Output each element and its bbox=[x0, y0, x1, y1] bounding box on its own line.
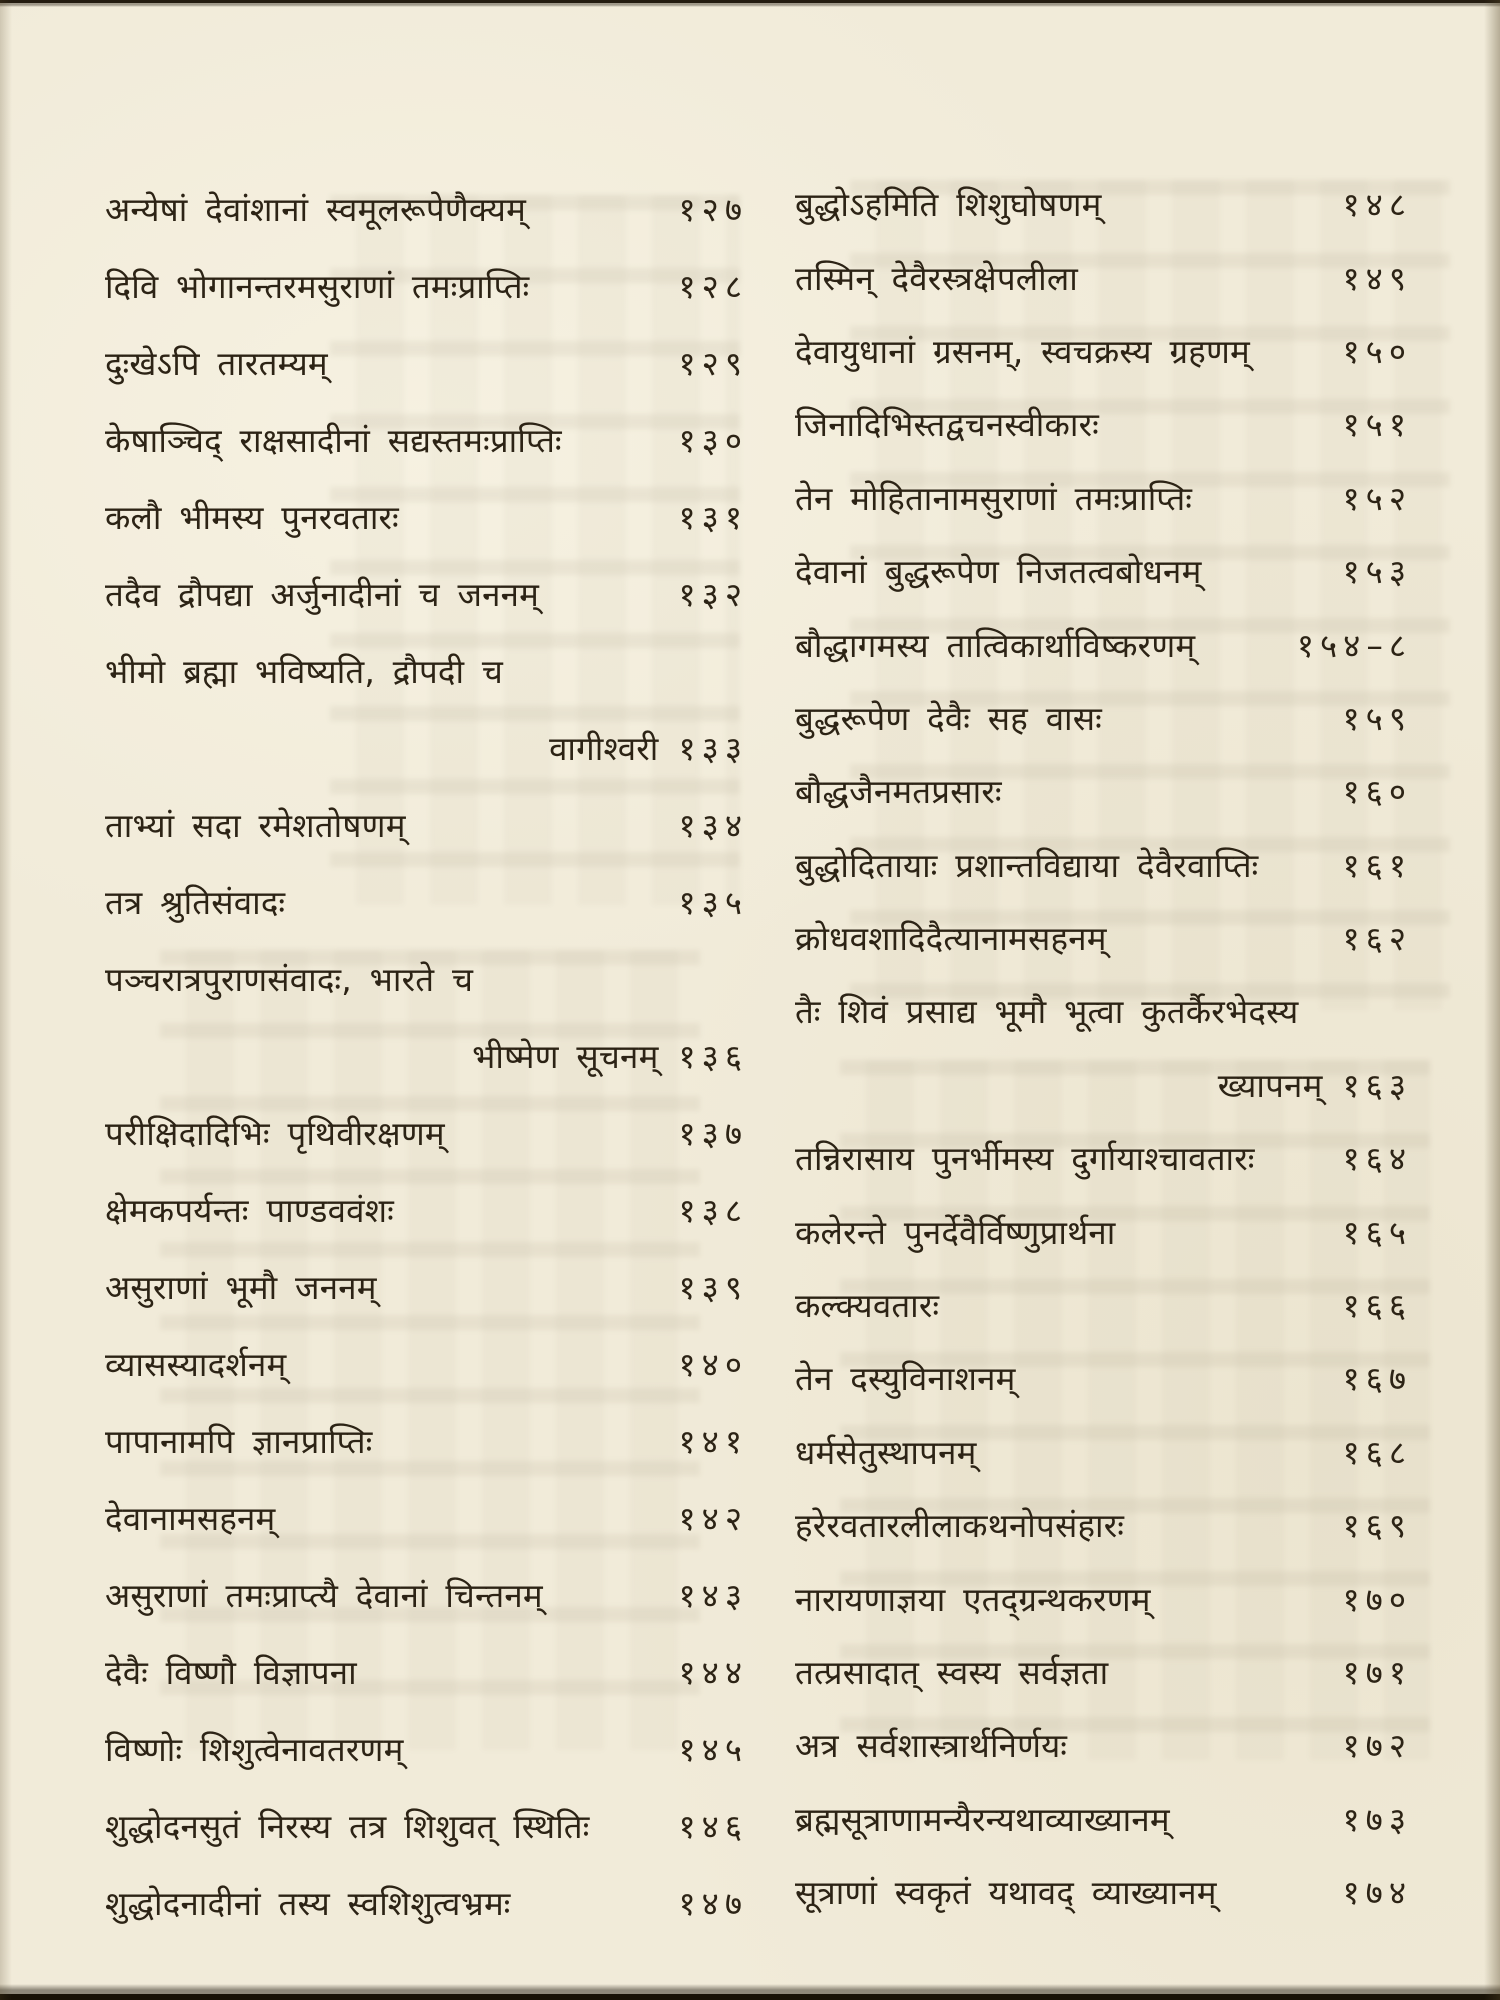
toc-entry-title: नारायणाज्ञया एतद्ग्रन्थकरणम् bbox=[795, 1579, 1151, 1619]
toc-entry-title: तेन दस्युविनाशनम् bbox=[795, 1359, 1016, 1399]
toc-entry-page-number: १५३ bbox=[1342, 552, 1412, 592]
toc-entry bbox=[795, 1268, 1412, 1341]
toc-entry bbox=[795, 1708, 1412, 1781]
toc-entry-page-number: १३९ bbox=[678, 1268, 748, 1307]
toc-entry-page-number: १५४–८ bbox=[1296, 625, 1412, 665]
toc-entry bbox=[105, 863, 748, 940]
toc-entry-page-number: १४४ bbox=[678, 1653, 748, 1692]
toc-entry-page-number: १५९ bbox=[1342, 698, 1412, 738]
toc-entry-page-number: १२९ bbox=[678, 344, 748, 383]
toc-entry-page-number: १७१ bbox=[1342, 1653, 1412, 1692]
toc-entry-title: देवानां बुद्धरूपेण निजतत्वबोधनम् bbox=[795, 552, 1202, 592]
toc-entry bbox=[105, 401, 748, 478]
toc-entry-title: तेन मोहितानामसुराणां तमःप्राप्तिः bbox=[795, 478, 1193, 518]
toc-entry-title: कल्क्यवतारः bbox=[795, 1286, 940, 1326]
toc-entry-title: शुद्धोदनसुतं निरस्य तत्र शिशुवत् स्थितिः bbox=[105, 1807, 590, 1846]
toc-entry-title: अत्र सर्वशास्त्रार्थनिर्णयः bbox=[795, 1726, 1068, 1766]
toc-entry-page-number: १४२ bbox=[678, 1499, 748, 1538]
toc-entry-title: तदैव द्रौपद्या अर्जुनादीनां च जननम् bbox=[105, 575, 540, 614]
toc-entry bbox=[795, 681, 1412, 754]
toc-entry-page-number: १६४ bbox=[1342, 1139, 1412, 1179]
toc-entry-page-number: १३७ bbox=[678, 1114, 748, 1153]
toc-entry bbox=[795, 1561, 1412, 1634]
toc-entry-page-number: १२८ bbox=[678, 267, 748, 306]
toc-entry-title: परीक्षिदादिभिः पृथिवीरक्षणम् bbox=[105, 1114, 445, 1153]
toc-entry-title: हरेरवतारलीलाकथनोपसंहारः bbox=[795, 1506, 1125, 1546]
toc-entry-title: पापानामपि ज्ञानप्राप्तिः bbox=[105, 1422, 373, 1461]
toc-entry bbox=[105, 1787, 748, 1864]
toc-entry-title: क्रोधवशादिदैत्यानामसहनम् bbox=[795, 919, 1107, 959]
toc-entry bbox=[795, 1341, 1412, 1414]
toc-entry bbox=[105, 1325, 748, 1402]
toc-entry-title: तन्निरासाय पुनर्भीमस्य दुर्गायाश्चावतारः bbox=[795, 1139, 1255, 1179]
toc-entry bbox=[795, 387, 1412, 460]
toc-entry-title: सूत्राणां स्वकृतं यथावद् व्याख्यानम् bbox=[795, 1873, 1217, 1913]
toc-entry-page-number: १३६ bbox=[678, 1037, 748, 1076]
toc-entry-page-number: १६९ bbox=[1342, 1506, 1412, 1546]
toc-entry-line-2 bbox=[105, 709, 748, 786]
toc-entry-two-line bbox=[105, 632, 748, 786]
toc-entry bbox=[105, 1248, 748, 1325]
toc-entry bbox=[105, 247, 748, 324]
toc-right-column bbox=[795, 167, 1412, 1928]
toc-entry-line-2 bbox=[795, 1048, 1412, 1121]
toc-entry-page-number: १३० bbox=[678, 421, 748, 460]
toc-entry-title: बौद्धजैनमतप्रसारः bbox=[795, 772, 1002, 812]
scan-edge-shadow-top bbox=[0, 0, 1500, 7]
toc-entry bbox=[795, 607, 1412, 680]
toc-entry-title: असुराणां भूमौ जननम् bbox=[105, 1268, 377, 1307]
toc-entry bbox=[795, 314, 1412, 387]
toc-entry-title: बौद्धागमस्य तात्विकार्थाविष्करणम् bbox=[795, 625, 1196, 665]
toc-entry bbox=[105, 1864, 748, 1941]
toc-entry-page-number: १४७ bbox=[678, 1884, 748, 1923]
toc-entry-title: दिवि भोगानन्तरमसुराणां तमःप्राप्तिः bbox=[105, 267, 530, 306]
toc-entry bbox=[105, 1402, 748, 1479]
toc-entry-continuation: ख्यापनम् bbox=[1217, 1065, 1323, 1105]
toc-entry bbox=[795, 240, 1412, 313]
toc-entry-title: देवैः विष्णौ विज्ञापना bbox=[105, 1653, 357, 1692]
toc-entry bbox=[795, 461, 1412, 534]
toc-entry-page-number: १४३ bbox=[678, 1576, 748, 1615]
toc-entry-page-number: १७० bbox=[1342, 1579, 1412, 1619]
toc-entry-page-number: १५० bbox=[1342, 331, 1412, 371]
toc-entry-title: व्यासस्यादर्शनम् bbox=[105, 1345, 287, 1384]
toc-entry bbox=[795, 1782, 1412, 1855]
toc-entry-page-number: १६८ bbox=[1342, 1432, 1412, 1472]
toc-entry-page-number: १३८ bbox=[678, 1191, 748, 1230]
toc-left-column bbox=[105, 170, 748, 1941]
toc-entry-title: तत्प्रसादात् स्वस्य सर्वज्ञता bbox=[795, 1653, 1109, 1692]
toc-entry-title: असुराणां तमःप्राप्त्यै देवानां चिन्तनम् bbox=[105, 1576, 543, 1615]
toc-entry bbox=[795, 1635, 1412, 1708]
toc-entry-line-2 bbox=[105, 1017, 748, 1094]
toc-entry-two-line bbox=[795, 974, 1412, 1121]
toc-entry-page-number: १४१ bbox=[678, 1422, 748, 1461]
toc-entry bbox=[105, 324, 748, 401]
toc-entry-title: बुद्धोऽहमिति शिशुघोषणम् bbox=[795, 185, 1102, 225]
toc-entry-title: बुद्धरूपेण देवैः सह वासः bbox=[795, 698, 1102, 738]
toc-entry bbox=[105, 1556, 748, 1633]
toc-entry-page-number: १३२ bbox=[678, 575, 748, 614]
toc-entry-line-1 bbox=[105, 632, 748, 709]
scan-edge-shadow-right bbox=[1484, 0, 1500, 2000]
toc-entry-title: कलेरन्ते पुनर्देवैर्विष्णुप्रार्थना bbox=[795, 1212, 1116, 1252]
toc-entry-page-number: १३४ bbox=[678, 806, 748, 845]
toc-entry-title: अन्येषां देवांशानां स्वमूलरूपेणैक्यम् bbox=[105, 190, 527, 229]
toc-entry-title: देवानामसहनम् bbox=[105, 1499, 276, 1538]
toc-entry bbox=[795, 1488, 1412, 1561]
toc-entry-page-number: १४८ bbox=[1342, 185, 1412, 225]
toc-entry bbox=[795, 754, 1412, 827]
toc-entry-page-number: १६१ bbox=[1342, 845, 1412, 885]
toc-entry-title: बुद्धोदितायाः प्रशान्तविद्याया देवैरवाप्तिः bbox=[795, 845, 1259, 885]
toc-entry-title: तैः शिवं प्रसाद्य भूमौ भूत्वा कुतर्कैरभेदस्य bbox=[795, 992, 1299, 1032]
toc-entry-title: ब्रह्मसूत्राणामन्यैरन्यथाव्याख्यानम् bbox=[795, 1799, 1170, 1839]
toc-entry-title: केषाञ्चिद् राक्षसादीनां सद्यस्तमःप्राप्तिः bbox=[105, 421, 562, 460]
toc-entry-page-number: १४६ bbox=[678, 1807, 748, 1846]
toc-entry bbox=[105, 1633, 748, 1710]
toc-entry-title: शुद्धोदनादीनां तस्य स्वशिशुत्वभ्रमः bbox=[105, 1884, 511, 1923]
toc-entry-page-number: १४९ bbox=[1342, 258, 1412, 298]
toc-entry bbox=[795, 1194, 1412, 1267]
toc-entry-page-number: १२७ bbox=[678, 190, 748, 229]
toc-entry-title: देवायुधानां ग्रसनम्, स्वचक्रस्य ग्रहणम् bbox=[795, 331, 1250, 371]
toc-entry-title: विष्णोः शिशुत्वेनावतरणम् bbox=[105, 1730, 404, 1769]
toc-entry-title: ताभ्यां सदा रमेशतोषणम् bbox=[105, 806, 406, 845]
toc-entry-page-number: १३१ bbox=[678, 498, 748, 537]
toc-entry-title: पञ्चरात्रपुराणसंवादः, भारते च bbox=[105, 960, 474, 999]
toc-entry bbox=[795, 1415, 1412, 1488]
toc-entry-page-number: १७४ bbox=[1342, 1873, 1412, 1913]
toc-entry-two-line bbox=[105, 940, 748, 1094]
toc-entry bbox=[105, 478, 748, 555]
toc-entry-title: कलौ भीमस्य पुनरवतारः bbox=[105, 498, 399, 537]
toc-entry-title: भीमो ब्रह्मा भविष्यति, द्रौपदी च bbox=[105, 652, 504, 691]
toc-entry bbox=[105, 1479, 748, 1556]
toc-entry bbox=[795, 828, 1412, 901]
toc-entry-page-number: १६६ bbox=[1342, 1286, 1412, 1326]
toc-entry-page-number: १७२ bbox=[1342, 1726, 1412, 1766]
toc-entry-page-number: १५१ bbox=[1342, 405, 1412, 445]
toc-entry-page-number: १७३ bbox=[1342, 1799, 1412, 1839]
toc-entry-page-number: १६७ bbox=[1342, 1359, 1412, 1399]
toc-entry-page-number: १६३ bbox=[1342, 1065, 1412, 1105]
toc-entry bbox=[105, 1171, 748, 1248]
toc-entry-page-number: १६५ bbox=[1342, 1212, 1412, 1252]
toc-entry-title: दुःखेऽपि तारतम्यम् bbox=[105, 344, 328, 383]
toc-entry-page-number: १३३ bbox=[678, 729, 748, 768]
scan-edge-shadow-bottom bbox=[0, 1984, 1500, 2000]
toc-entry bbox=[105, 786, 748, 863]
toc-entry-page-number: १६२ bbox=[1342, 919, 1412, 959]
toc-entry-page-number: १६० bbox=[1342, 772, 1412, 812]
toc-entry-page-number: १३५ bbox=[678, 883, 748, 922]
toc-entry bbox=[105, 1094, 748, 1171]
toc-entry bbox=[795, 901, 1412, 974]
toc-entry bbox=[795, 534, 1412, 607]
scan-edge-shadow-left bbox=[0, 0, 12, 2000]
toc-entry-line-1 bbox=[795, 974, 1412, 1047]
toc-entry bbox=[105, 555, 748, 632]
toc-entry bbox=[105, 170, 748, 247]
toc-entry bbox=[795, 167, 1412, 240]
toc-entry-continuation: वागीश्वरी bbox=[549, 729, 659, 768]
toc-entry-title: जिनादिभिस्तद्वचनस्वीकारः bbox=[795, 405, 1099, 445]
toc-entry bbox=[105, 1710, 748, 1787]
toc-entry-title: तस्मिन् देवैरस्त्रक्षेपलीला bbox=[795, 258, 1079, 298]
toc-entry-title: धर्मसेतुस्थापनम् bbox=[795, 1432, 977, 1472]
toc-entry bbox=[795, 1121, 1412, 1194]
toc-entry-page-number: १४० bbox=[678, 1345, 748, 1384]
toc-entry-line-1 bbox=[105, 940, 748, 1017]
toc-entry-page-number: १४५ bbox=[678, 1730, 748, 1769]
toc-entry-title: तत्र श्रुतिसंवादः bbox=[105, 883, 286, 922]
toc-entry bbox=[795, 1855, 1412, 1928]
toc-entry-page-number: १५२ bbox=[1342, 478, 1412, 518]
toc-entry-continuation: भीष्मेण सूचनम् bbox=[472, 1037, 659, 1076]
toc-entry-title: क्षेमकपर्यन्तः पाण्डववंशः bbox=[105, 1191, 394, 1230]
